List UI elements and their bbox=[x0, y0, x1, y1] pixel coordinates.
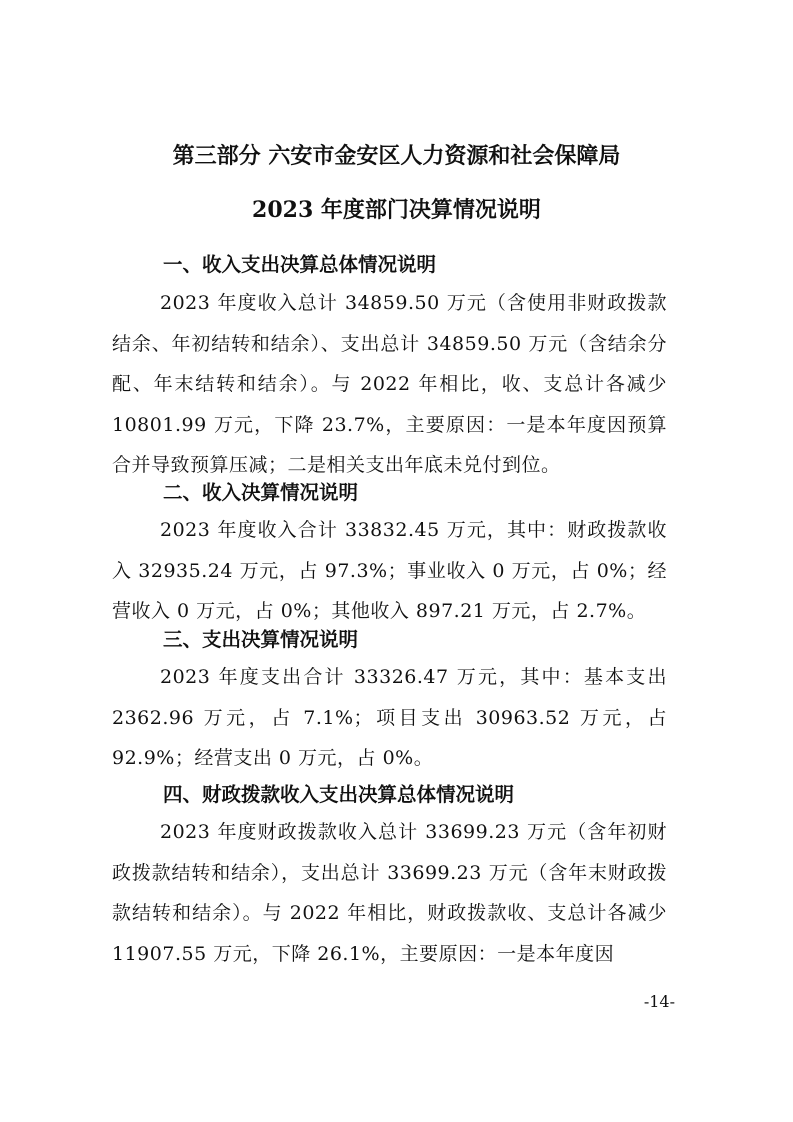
section-heading-income: 二、收入决算情况说明 bbox=[163, 481, 359, 504]
section-body-fiscal-appropriation: 2023 年度财政拨款收入总计 33699.23 万元（含年初财政拨款结转和结余），支出总计 33699.23 万元（含年末财政拨款结转和结余）。与 2022 年相比，财政拨款收、支总计各减少 11907.55 万元，下降 26.1%，主要原因：一是本年度因 bbox=[112, 821, 667, 965]
document-title: 第三部分 六安市金安区人力资源和社会保障局 bbox=[172, 143, 621, 169]
section-heading-expenditure: 三、支出决算情况说明 bbox=[163, 628, 359, 651]
section-heading-fiscal-appropriation: 四、财政拨款收入支出决算总体情况说明 bbox=[163, 783, 515, 806]
section-body-expenditure: 2023 年度支出合计 33326.47 万元，其中：基本支出 2362.96 万元，占 7.1%；项目支出 30963.52 万元，占 92.9%；经营支出 0 万元，占 0%。 bbox=[112, 666, 667, 769]
section-body-income: 2023 年度收入合计 33832.45 万元，其中：财政拨款收入 32935.24 万元，占 97.3%；事业收入 0 万元，占 0%；经营收入 0 万元，占 0%；其他收入 897.21 万元，占 2.7%。 bbox=[112, 519, 667, 622]
document-subtitle: 2023 年度部门决算情况说明 bbox=[252, 197, 541, 223]
page-number: -14- bbox=[643, 992, 675, 1011]
section-heading-income-expense-overview: 一、收入支出决算总体情况说明 bbox=[163, 253, 437, 276]
section-body-income-expense-overview: 2023 年度收入总计 34859.50 万元（含使用非财政拨款结余、年初结转和结余）、支出总计 34859.50 万元（含结余分配、年末结转和结余）。与 2022 年相比，收、支总计各减少 10801.99 万元，下降 23.7%，主要原因：一是本年度因预算合并导致预算压减；二是相关支出年底未兑付到位。 bbox=[112, 292, 667, 476]
